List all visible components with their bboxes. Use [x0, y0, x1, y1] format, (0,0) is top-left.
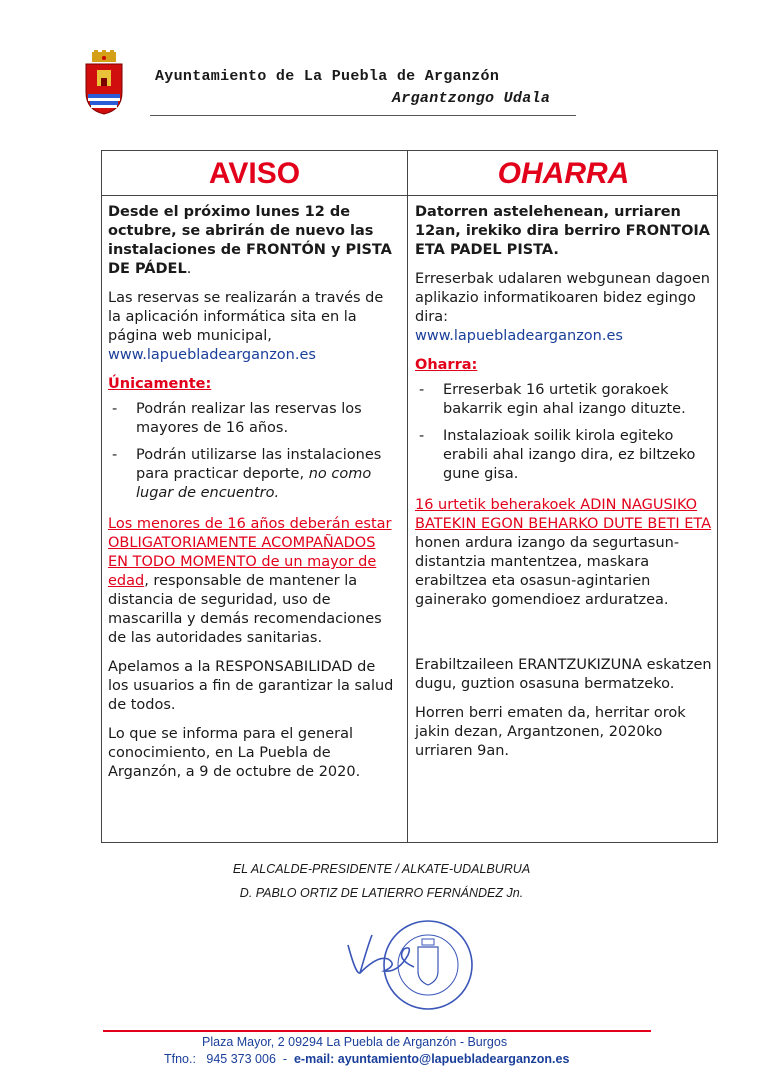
oharra-title: OHARRA — [497, 157, 630, 190]
oharra-label: Oharra: — [415, 357, 478, 373]
header-subtitle: Argantzongo Udala — [392, 90, 551, 107]
aviso-intro: Desde el próximo lunes 12 de octubre, se abrirán de nuevo las instalaciones de FRONTÓN y PISTA DE PÁDEL. — [108, 204, 392, 277]
oharra-erantzukizuna: Erabiltzaileen ERANTZUKIZUNA eskatzen dugu, guztion osasuna bermatzeko. — [415, 657, 712, 692]
official-stamp-signature-icon — [338, 915, 488, 1015]
aviso-url-link[interactable]: www.lapuebladearganzon.es — [108, 347, 316, 363]
oharra-bullet-1: - Erreserbak 16 urtetik gorakoek bakarrik egin ahal izango dituzte. — [419, 382, 686, 417]
signature-name: D. PABLO ORTIZ DE LATIERRO FERNÁNDEZ Jn. — [239, 886, 524, 900]
footer-divider — [103, 1030, 651, 1032]
oharra-horren: Horren berri ematen da, herritar orok jakin dezan, Argantzonen, 2020ko urriaren 9an. — [415, 705, 686, 759]
aviso-menores: Los menores de 16 años deberán estar OBLIGATORIAMENTE ACOMPAÑADOS EN TODO MOMENTO de un mayor de edad, responsable de mantener la distancia de seguridad, uso de mascarilla y demás recomendaciones de las autoridades sanitarias. — [108, 516, 392, 646]
notice-table — [101, 150, 718, 843]
footer-address: Plaza Mayor, 2 09294 La Puebla de Arganzón - Burgos — [202, 1035, 508, 1049]
oharra-menores: 16 urtetik beherakoek ADIN NAGUSIKO BATEKIN EGON BEHARKO DUTE BETI ETA honen ardura izango da segurtasun-distantzia mantentzea, maskara erabiltzea eta osasun-agintarien gainerako gomendioez arduratzea. — [415, 497, 712, 608]
header-title: Ayuntamiento de La Puebla de Arganzón — [155, 68, 500, 85]
oharra-column — [415, 203, 713, 771]
footer-contact: Tfno.: 945 373 006 - e-mail: ayuntamiento@lapuebladearganzon.es — [164, 1052, 570, 1066]
header-divider — [150, 115, 576, 116]
signature-role: EL ALCALDE-PRESIDENTE / ALKATE-UDALBURUA — [232, 862, 531, 876]
aviso-column — [108, 203, 400, 792]
oharra-intro: Datorren astelehenean, urriaren 12an, irekiko dira berriro FRONTOIA ETA PADEL PISTA. — [415, 204, 711, 258]
footer-email-link[interactable]: e-mail: ayuntamiento@lapuebladearganzon.es — [293, 1052, 570, 1066]
aviso-reservas: Las reservas se realizarán a través de la aplicación informática sita en la página web municipal, www.lapuebladearganzon.es — [108, 290, 384, 363]
oharra-url-link[interactable]: www.lapuebladearganzon.es — [415, 328, 623, 344]
column-divider — [407, 151, 408, 842]
aviso-apelamos: Apelamos a la RESPONSABILIDAD de los usuarios a fin de garantizar la salud de todos. — [108, 659, 394, 713]
title-row-divider — [102, 195, 717, 196]
aviso-bullet-1: - Podrán realizar las reservas los mayores de 16 años. — [112, 401, 362, 436]
aviso-unicamente: Únicamente: — [108, 376, 212, 392]
aviso-informa: Lo que se informa para el general conocimiento, en La Puebla de Arganzón, a 9 de octubre de 2020. — [108, 726, 361, 780]
aviso-title: AVISO — [208, 157, 301, 190]
coat-of-arms-icon — [82, 50, 126, 116]
oharra-reservas: Erreserbak udalaren webgunean dagoen aplikazio informatikoaren bidez egingo dira: www.lapuebladearganzon.es — [415, 271, 710, 344]
oharra-bullet-2: - Instalazioak soilik kirola egiteko erabili ahal izango dira, ez biltzeko gune gisa. — [419, 428, 696, 482]
aviso-bullet-2: - Podrán utilizarse las instalaciones para practicar deporte, no como lugar de encuentro. — [112, 447, 382, 501]
